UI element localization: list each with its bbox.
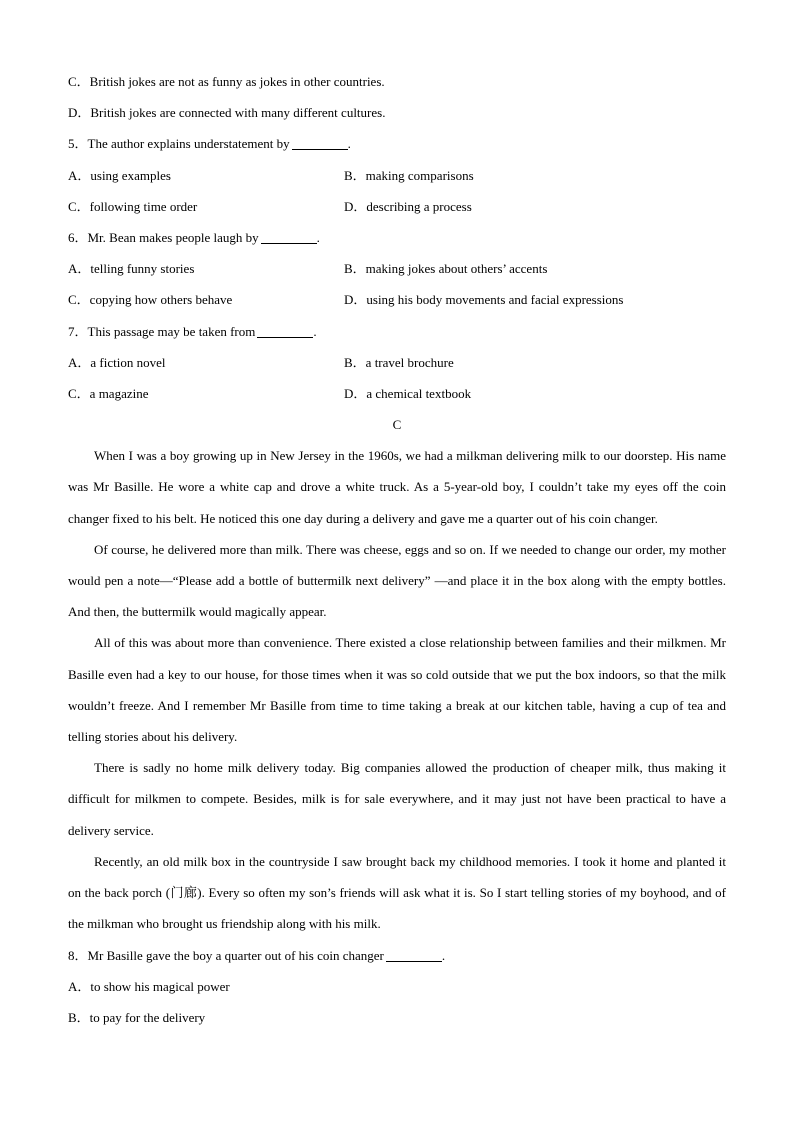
q4-option-c: C．British jokes are not as funny as jokes in other countries.: [68, 74, 385, 89]
q5-end: .: [347, 136, 351, 152]
passage-paragraph: When I was a boy growing up in New Jersey in the 1960s, we had a milkman delivering milk to our doorstep. His name was Mr Basille. He wore a white cap and drove a white truck. As a 5-year-old boy, I couldn’t take my eyes off the coin changer fixed to his belt. He noticed this one day during a delivery and gave me a quarter out of his coin changer.: [68, 448, 726, 526]
q5-option-b: B．making comparisons: [344, 167, 474, 183]
q7-options-row-2: [68, 378, 726, 409]
q7-end: .: [313, 323, 317, 339]
q6-option-c: C．copying how others behave: [68, 292, 233, 308]
q6-option-d: D．using his body movements and facial expressions: [344, 292, 624, 308]
q7-option-a: A．a fiction novel: [68, 354, 166, 370]
exam-page: [68, 66, 726, 1033]
q5-question: [68, 128, 726, 159]
q6-end: .: [316, 229, 320, 245]
q8-end: .: [441, 947, 446, 963]
q5-option-c: C．following time order: [68, 198, 198, 214]
q6-options-row-1: [68, 253, 726, 284]
q7-options-row-1: [68, 347, 726, 378]
answer-blank: [292, 135, 348, 150]
q6-question: [68, 222, 726, 253]
passage-paragraph: There is sadly no home milk delivery today. Big companies allowed the production of cheaper milk, thus making it difficult for milkmen to compete. Besides, milk is for sale everywhere, and it may just not have been practical to have a delivery service.: [68, 760, 726, 838]
q7-option-b: B．a travel brochure: [344, 354, 454, 370]
q4-option-d: D．British jokes are connected with many different cultures.: [68, 105, 386, 121]
q6-stem: 6．Mr. Bean makes people laugh by: [68, 229, 259, 245]
q7-question: [68, 316, 726, 347]
q6-option-a: A．telling funny stories: [68, 261, 195, 277]
q7-stem: 7．This passage may be taken from: [68, 323, 256, 339]
passage-paragraph: All of this was about more than convenience. There existed a close relationship between families and their milkmen. Mr Basille even had a key to our house, for those times when it was so cold outside that we put the box indoors, so that the milk wouldn’t freeze. And I remember Mr Basille from time to time taking a break at our kitchen table, having a cup of tea and telling stories about his delivery.: [68, 635, 726, 745]
q6-option-b: B．making jokes about others’ accents: [344, 261, 548, 277]
q8-option-a: A．to show his magical power: [68, 978, 230, 994]
q8-option-b: B．to pay for the delivery: [68, 1009, 206, 1025]
q5-option-d: D．describing a process: [344, 198, 472, 214]
q5-stem: 5．The author explains understatement by: [68, 136, 290, 152]
passage-paragraph: Of course, he delivered more than milk. There was cheese, eggs and so on. If we needed to change our order, my mother would pen a note—“Please add a bottle of buttermilk next delivery” —and place it in the box along with the empty bottles. And then, the buttermilk would magically appear.: [68, 541, 726, 620]
q7-option-c: C．a magazine: [68, 385, 149, 401]
q6-options-row-2: [68, 284, 726, 315]
q5-options-row-1: [68, 160, 726, 191]
answer-blank: [386, 947, 442, 962]
answer-blank: [261, 229, 317, 244]
q5-option-a: A．using examples: [68, 167, 171, 183]
q8-question: [68, 940, 726, 971]
q7-option-d: D．a chemical textbook: [344, 385, 472, 401]
answer-blank: [257, 323, 313, 338]
section-heading: C: [392, 417, 402, 433]
q8-stem: 8．Mr Basille gave the boy a quarter out of his coin changer: [68, 947, 384, 963]
passage-paragraph: Recently, an old milk box in the countryside I saw brought back my childhood memories. I took it home and planted it on the back porch (门廊). Every so often my son’s friends will ask what it is. So I start telling stories of my boyhood, and of the milkman who brought us friendship along with his milk.: [68, 853, 726, 932]
q5-options-row-2: [68, 191, 726, 222]
